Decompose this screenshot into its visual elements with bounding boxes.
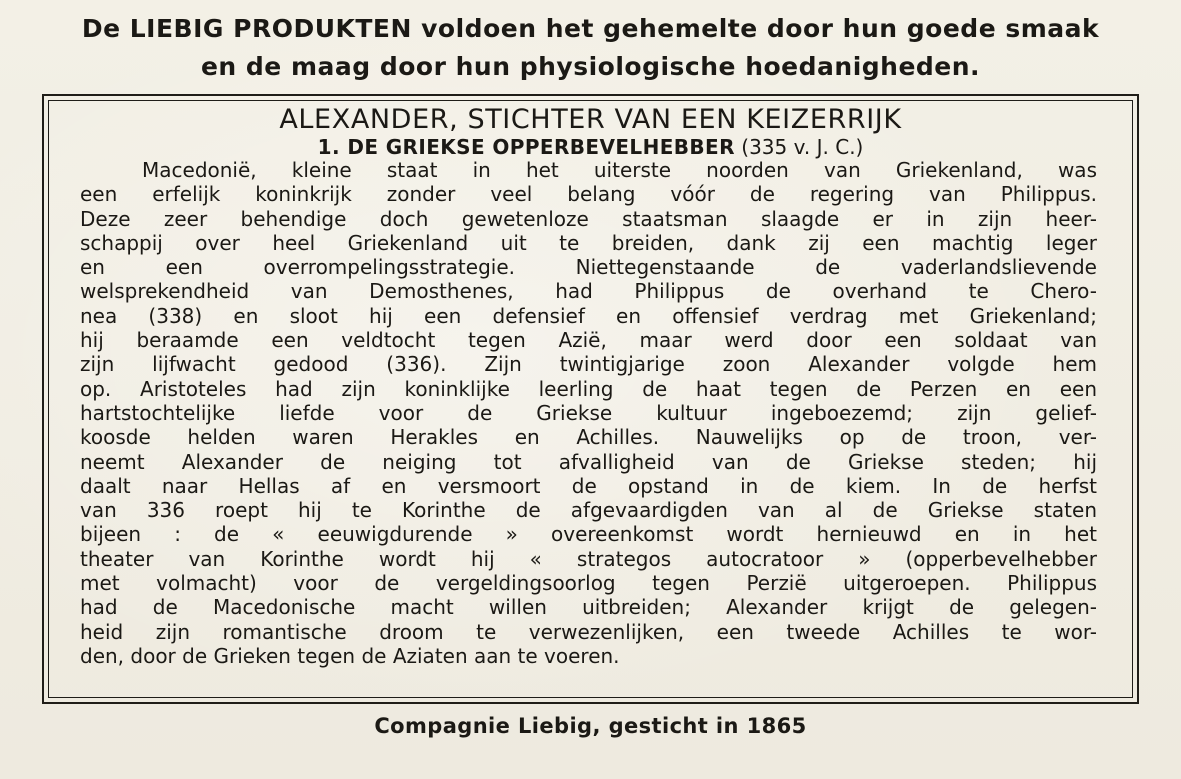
body-line: heid zijn romantische droom te verwezenlijken, een tweede Achilles te wor- — [80, 619, 1097, 644]
body-line: hartstochtelijke liefde voor de Griekse kultuur ingeboezemd; zijn gelief- — [80, 400, 1097, 425]
card-title: ALEXANDER, STICHTER VAN EEN KEIZERRIJK — [279, 104, 902, 135]
header-line-1: De LIEBIG PRODUKTEN voldoen het gehemelte door hun goede smaak — [81, 14, 1100, 43]
body-line: en een overrompelingsstrategie. Niettegenstaande de vaderlandslievende — [80, 255, 1097, 280]
body-line: met volmacht) voor de vergeldingsoorlog tegen Perzië uitgeroepen. Philippus — [80, 571, 1097, 596]
body-line: Macedonië, kleine staat in het uiterste noorden van Griekenland, was — [142, 158, 1097, 182]
body-line: Deze zeer behendige doch gewetenloze staatsman slaagde er in zijn heer- — [80, 206, 1097, 231]
body-line: welsprekendheid van Demosthenes, had Philippus de overhand te Chero- — [80, 279, 1097, 304]
body-line: koosde helden waren Herakles en Achilles. Nauwelijks op de troon, ver- — [80, 425, 1097, 450]
body-line: had de Macedonische macht willen uitbreiden; Alexander krijgt de gelegen- — [80, 595, 1097, 620]
subtitle-date: (335 v. J. C.) — [741, 135, 864, 159]
body-line: daalt naar Hellas af en versmoort de opstand in de kiem. In de herfst — [80, 473, 1097, 498]
body-line: een erfelijk koninkrijk zonder veel belang vóór de regering van Philippus. — [80, 182, 1097, 207]
body-line: van 336 roept hij te Korinthe de afgevaardigden van al de Griekse staten — [80, 498, 1097, 523]
body-line: neemt Alexander de neiging tot afvalligheid van de Griekse steden; hij — [80, 449, 1097, 474]
body-line: den, door de Grieken tegen de Aziaten aan te voeren. — [80, 643, 620, 668]
body-line: hij beraamde een veldtocht tegen Azië, maar werd door een soldaat van — [80, 328, 1097, 353]
body-line: bijeen : de « eeuwigdurende » overeenkomst wordt hernieuwd en in het — [80, 522, 1097, 547]
body-line: zijn lijfwacht gedood (336). Zijn twintigjarige zoon Alexander volgde hem — [80, 352, 1097, 377]
body-line: schappij over heel Griekenland uit te breiden, dank zij een machtig leger — [80, 230, 1097, 255]
company-footer: Compagnie Liebig, gesticht in 1865 — [374, 714, 807, 738]
body-line: theater van Korinthe wordt hij « strategos autocratoor » (opperbevelhebber — [80, 546, 1097, 571]
advertising-header — [0, 10, 1181, 86]
body-line: op. Aristoteles had zijn koninklijke leerling de haat tegen de Perzen en een — [80, 376, 1097, 401]
card-subtitle — [42, 134, 1139, 160]
body-line: nea (338) en sloot hij een defensief en offensief verdrag met Griekenland; — [80, 303, 1097, 328]
card-body-text — [80, 158, 1097, 668]
subtitle-heading: 1. DE GRIEKSE OPPERBEVELHEBBER — [317, 135, 735, 159]
header-line-2: en de maag door hun physiologische hoedanigheden. — [200, 52, 981, 81]
